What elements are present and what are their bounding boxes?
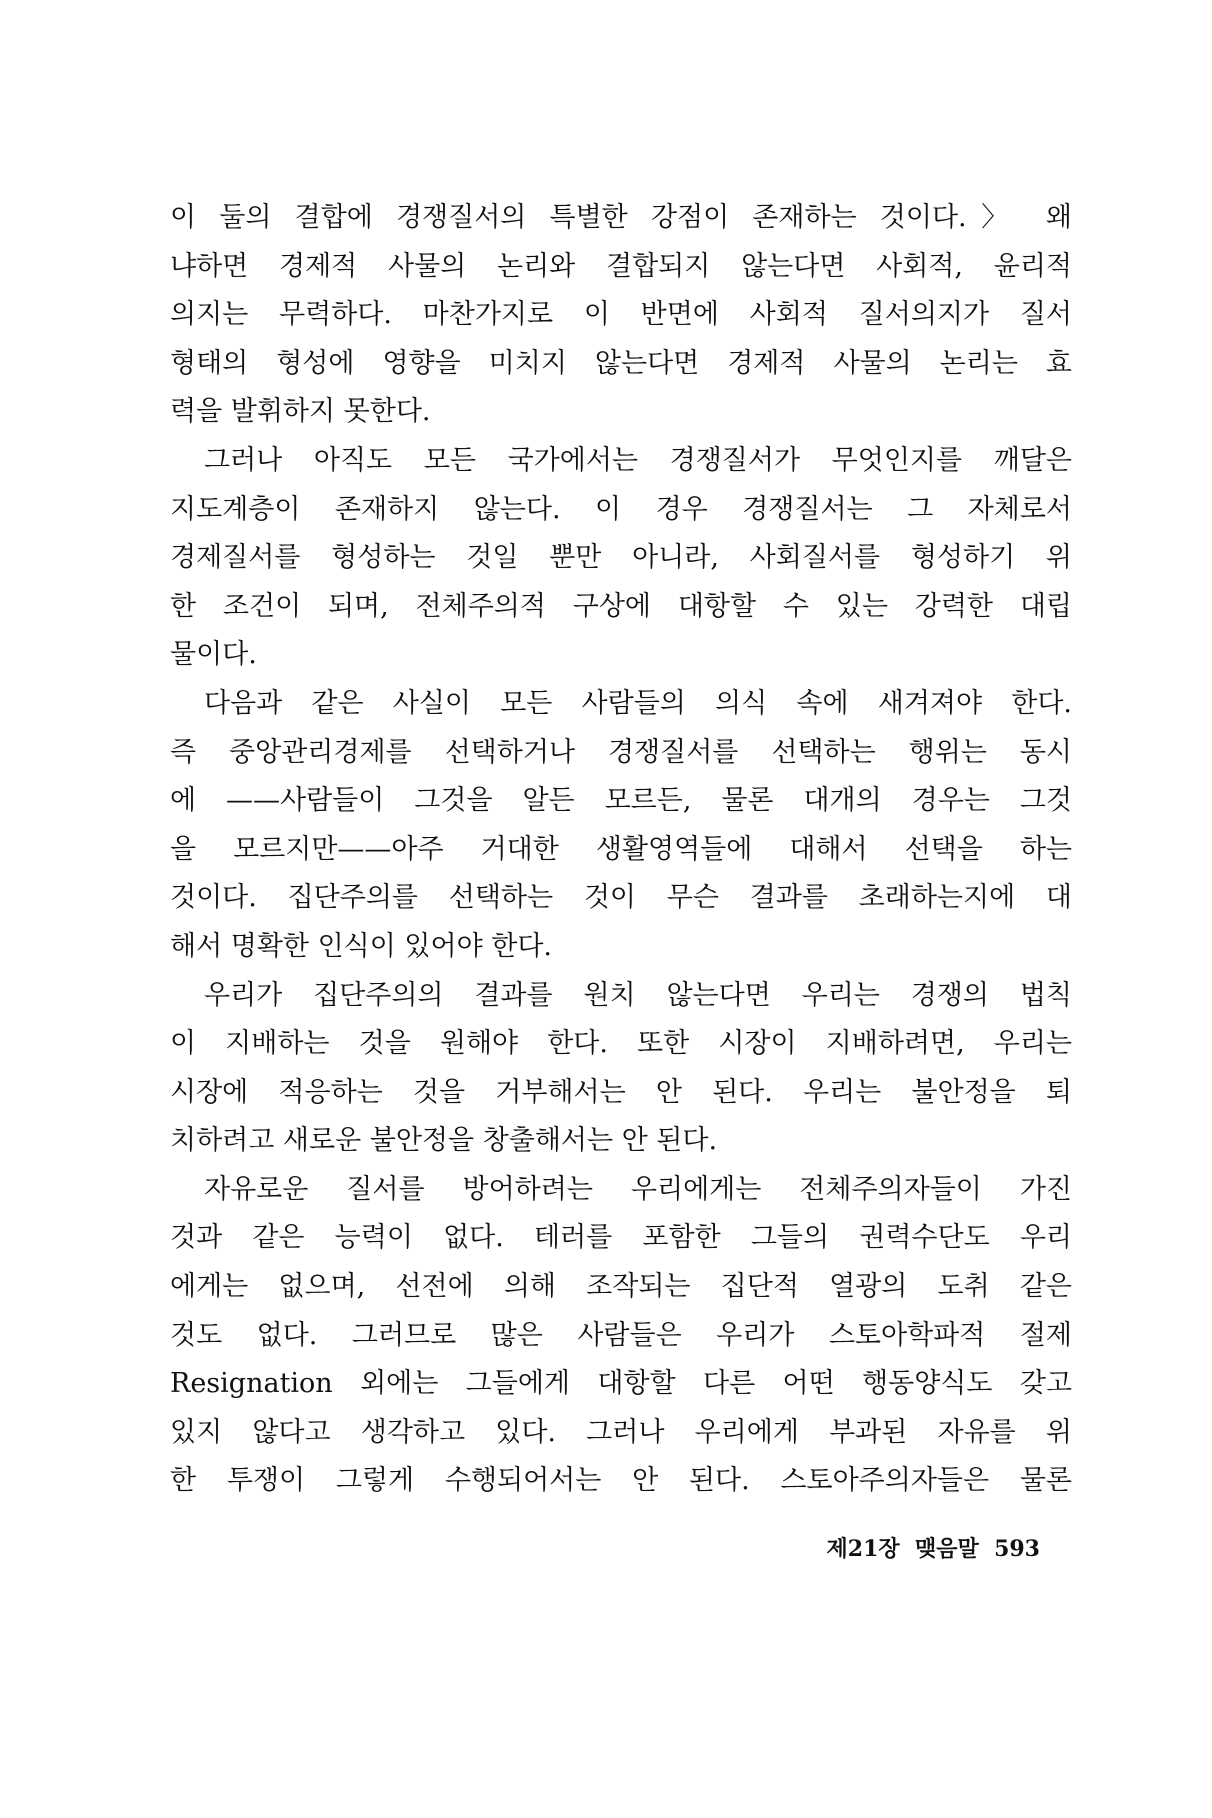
text-line: 물이다.: [170, 639, 257, 671]
text-line: 한 투쟁이 그렇게 수행되어서는 안 된다. 스토아주의자들은 물론: [170, 1465, 1072, 1497]
text-line: 것과 같은 능력이 없다. 테러를 포함한 그들의 권력수단도 우리: [170, 1222, 1072, 1254]
text-line: 해서 명확한 인식이 있어야 한다.: [170, 930, 552, 962]
text-line: 에 ——사람들이 그것을 알든 모르든, 물론 대개의 경우는 그것: [170, 785, 1072, 817]
text-line: 한 조건이 되며, 전체주의적 구상에 대항할 수 있는 강력한 대립: [170, 590, 1072, 622]
text-line: 시장에 적응하는 것을 거부해서는 안 된다. 우리는 불안정을 퇴: [170, 1076, 1072, 1108]
text-line: 이 둘의 결합에 경쟁질서의 특별한 강점이 존재하는 것이다.〉 왜: [170, 202, 1072, 233]
body-text: [170, 194, 1072, 1506]
text-line: 이 지배하는 것을 원해야 한다. 또한 시장이 지배하려면, 우리는: [170, 1028, 1072, 1060]
text-line: 다음과 같은 사실이 모든 사람들의 의식 속에 새겨져야 한다.: [204, 687, 1072, 719]
text-line: 의지는 무력하다. 마찬가지로 이 반면에 사회적 질서의지가 질서: [170, 299, 1072, 331]
text-line: 그러나 아직도 모든 국가에서는 경쟁질서가 무엇인지를 깨달은: [204, 444, 1072, 476]
text-line: 즉 중앙관리경제를 선택하거나 경쟁질서를 선택하는 행위는 동시: [170, 736, 1072, 768]
text-line: Resignation 외에는 그들에게 대항할 다른 어떤 행동양식도 갖고: [170, 1368, 1072, 1400]
text-line: 우리가 집단주의의 결과를 원치 않는다면 우리는 경쟁의 법칙: [204, 979, 1072, 1011]
text-line: 력을 발휘하지 못한다.: [170, 396, 431, 428]
text-line: 자유로운 질서를 방어하려는 우리에게는 전체주의자들이 가진: [204, 1173, 1072, 1205]
text-line: 지도계층이 존재하지 않는다. 이 경우 경쟁질서는 그 자체로서: [170, 493, 1072, 525]
text-line: 것이다. 집단주의를 선택하는 것이 무슨 결과를 초래하는지에 대: [170, 882, 1072, 914]
text-line: 치하려고 새로운 불안정을 창출해서는 안 된다.: [170, 1125, 718, 1157]
text-line: 에게는 없으며, 선전에 의해 조작되는 집단적 열광의 도취 같은: [170, 1271, 1072, 1303]
text-line: 것도 없다. 그러므로 많은 사람들은 우리가 스토아학파적 절제: [170, 1319, 1072, 1351]
text-line: 있지 않다고 생각하고 있다. 그러나 우리에게 부과된 자유를 위: [170, 1416, 1072, 1448]
chapter-label: 제21장: [826, 1536, 900, 1562]
page-number: 593: [994, 1536, 1040, 1562]
text-line: 형태의 형성에 영향을 미치지 않는다면 경제적 사물의 논리는 효: [170, 347, 1072, 379]
text-line: 경제질서를 형성하는 것일 뿐만 아니라, 사회질서를 형성하기 위: [170, 542, 1072, 574]
text-line: 을 모르지만——아주 거대한 생활영역들에 대해서 선택을 하는: [170, 833, 1072, 865]
text-line: 냐하면 경제적 사물의 논리와 결합되지 않는다면 사회적, 윤리적: [170, 250, 1072, 282]
section-title: 맺음말: [914, 1536, 979, 1562]
running-footer: [760, 1534, 1040, 1564]
